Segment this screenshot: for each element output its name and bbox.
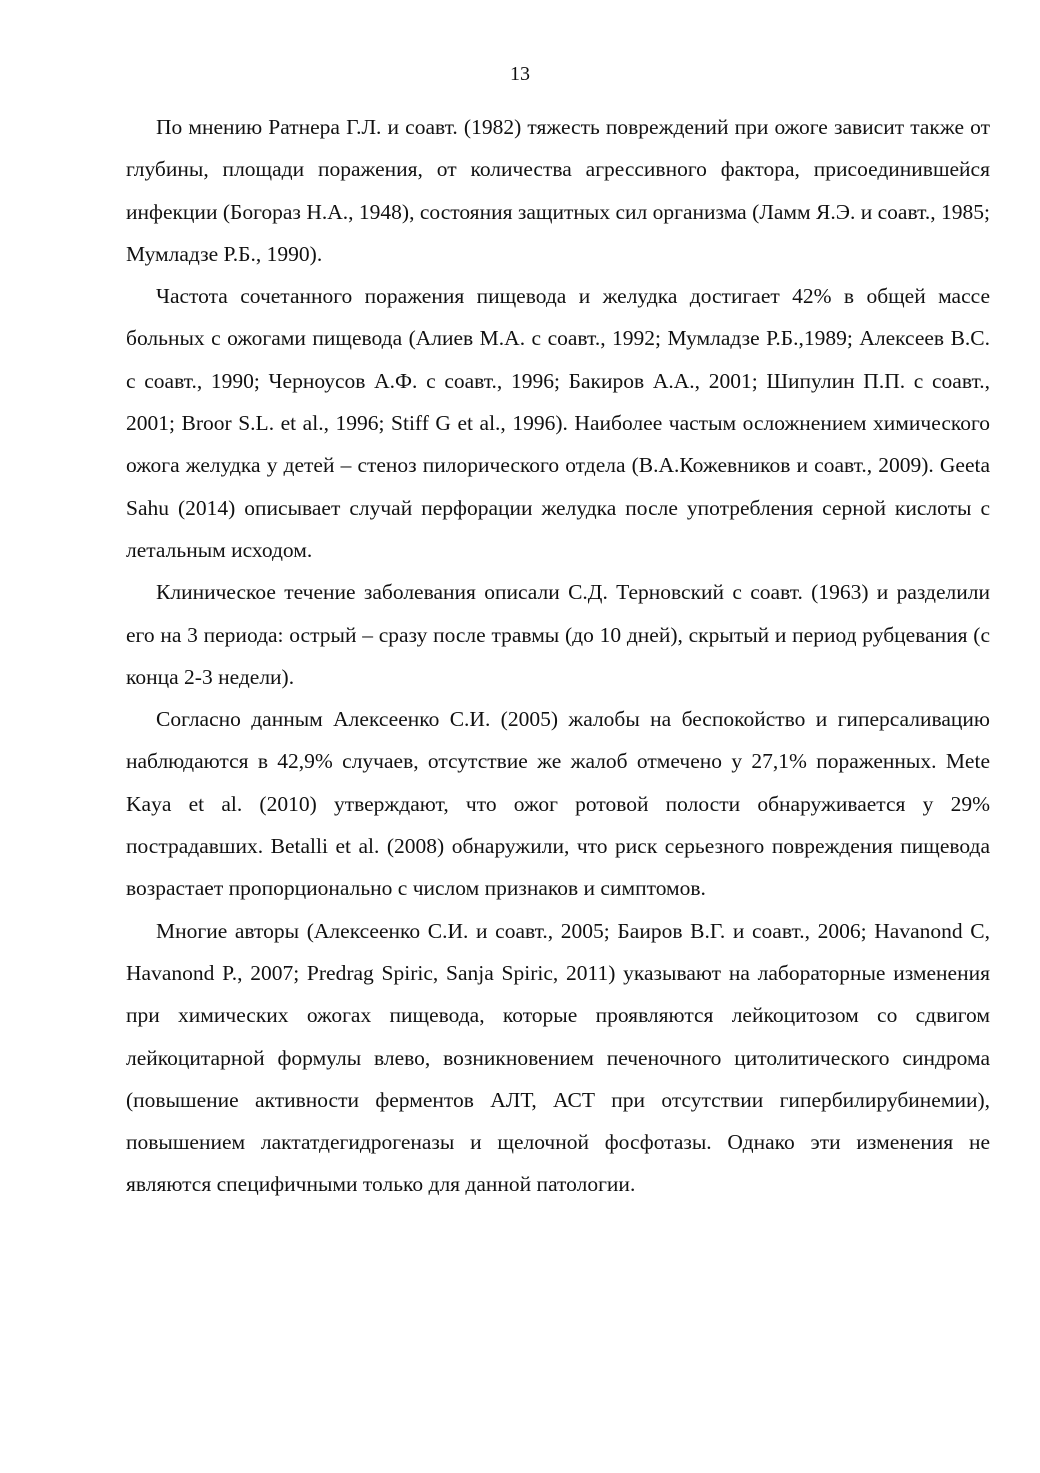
paragraph-1: По мнению Ратнера Г.Л. и соавт. (1982) тяжесть повреждений при ожоге зависит также от глубины, площади поражения, от количества агрессивного фактора, присоединившейся инфекции (Богораз Н.А., 1948), состояния защитных сил организма (Ламм Я.Э. и соавт., 1985; Мумладзе Р.Б., 1990). [126, 115, 990, 266]
paragraph-5: Многие авторы (Алексеенко С.И. и соавт., 2005; Баиров В.Г. и соавт., 2006; Havanond C, Havanond P., 2007; Predrag Spiric, Sanja Spiric, 2011) указывают на лабораторные изменения при химических ожогах пищевода, которые проявляются лейкоцитозом со сдвигом лейкоцитарной формулы влево, возникновением печеночного цитолитического синдрома (повышение активности ферментов АЛТ, АСТ при отсутствии гипербилирубинемии), повышением лактатдегидрогеназы и щелочной фосфотазы. Однако эти изменения не являются специфичными только для данной патологии. [126, 918, 990, 1197]
paragraph-2: Частота сочетанного поражения пищевода и желудка достигает 42% в общей массе больных с ожогами пищевода (Алиев М.А. с соавт., 1992; Мумладзе Р.Б.,1989; Алексеев В.С. с соавт., 1990; Черноусов А.Ф. с соавт., 1996; Бакиров А.А., 2001; Шипулин П.П. с соавт., 2001; Broor S.L. et al., 1996; Stiff G et al., 1996). Наиболее частым осложнением химического ожога желудка у детей – стеноз пилорического отдела (В.А.Кожевников и соавт., 2009). Geeta Sahu (2014) описывает случай перфорации желудка после употребления серной кислоты с летальным исходом. [126, 284, 990, 562]
page-body [126, 106, 990, 1206]
paragraph-4: Согласно данным Алексеенко С.И. (2005) жалобы на беспокойство и гиперсаливацию наблюдаются в 42,9% случаев, отсутствие же жалоб отмечено у 27,1% пораженных. Mete Kaya et al. (2010) утверждают, что ожог ротовой полости обнаруживается у 29% пострадавших. Betalli et al. (2008) обнаружили, что риск серьезного повреждения пищевода возрастает пропорционально с числом признаков и симптомов. [126, 707, 990, 901]
paragraph-3: Клиническое течение заболевания описали С.Д. Терновский с соавт. (1963) и разделили его на 3 периода: острый – сразу после травмы (до 10 дней), скрытый и период рубцевания (с конца 2-3 недели). [126, 580, 990, 689]
page-number: 13 [510, 63, 530, 85]
